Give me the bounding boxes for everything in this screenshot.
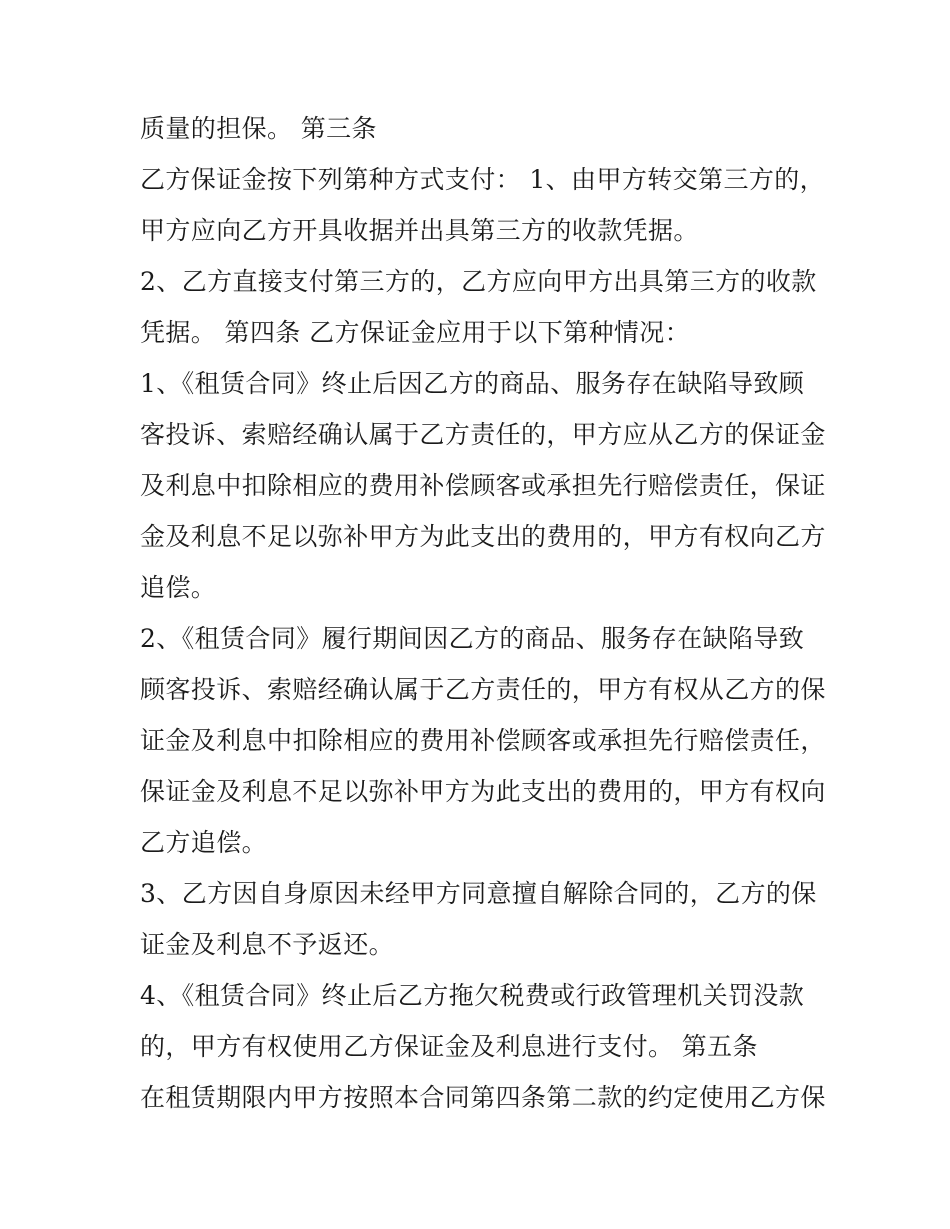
- text-line: 及利息中扣除相应的费用补偿顾客或承担先行赔偿责任，保证: [140, 471, 826, 500]
- text-line: 质量的担保。 第三条: [140, 114, 377, 143]
- text-line: 在租赁期限内甲方按照本合同第四条第二款的约定使用乙方保: [140, 1083, 826, 1112]
- text-line: 4、《租赁合同》终止后乙方拖欠税费或行政管理机关罚没款: [140, 981, 805, 1010]
- text-line: 甲方应向乙方开具收据并出具第三方的收款凭据。: [140, 216, 699, 245]
- text-line: 的，甲方有权使用乙方保证金及利息进行支付。 第五条: [140, 1032, 758, 1061]
- text-line: 追偿。: [140, 573, 217, 602]
- text-line: 1、《租赁合同》终止后因乙方的商品、服务存在缺陷导致顾: [140, 369, 805, 398]
- text-line: 乙方保证金按下列第种方式支付： 1、由甲方转交第三方的，: [140, 165, 826, 194]
- text-line: 乙方追偿。: [140, 828, 268, 857]
- text-line: 客投诉、索赔经确认属于乙方责任的，甲方应从乙方的保证金: [140, 420, 826, 449]
- text-line: 3、乙方因自身原因未经甲方同意擅自解除合同的，乙方的保: [140, 879, 817, 908]
- text-line: 保证金及利息不足以弥补甲方为此支出的费用的，甲方有权向: [140, 777, 826, 806]
- text-line: 金及利息不足以弥补甲方为此支出的费用的，甲方有权向乙方: [140, 522, 826, 551]
- text-line: 2、乙方直接支付第三方的，乙方应向甲方出具第三方的收款: [140, 267, 817, 296]
- text-line: 证金及利息不予返还。: [140, 930, 395, 959]
- text-line: 顾客投诉、索赔经确认属于乙方责任的，甲方有权从乙方的保: [140, 675, 826, 704]
- text-line: 凭据。 第四条 乙方保证金应用于以下第种情况：: [140, 318, 691, 347]
- text-line: 证金及利息中扣除相应的费用补偿顾客或承担先行赔偿责任，: [140, 726, 826, 755]
- text-line: 2、《租赁合同》履行期间因乙方的商品、服务存在缺陷导致: [140, 624, 805, 653]
- document-body: [140, 108, 830, 1128]
